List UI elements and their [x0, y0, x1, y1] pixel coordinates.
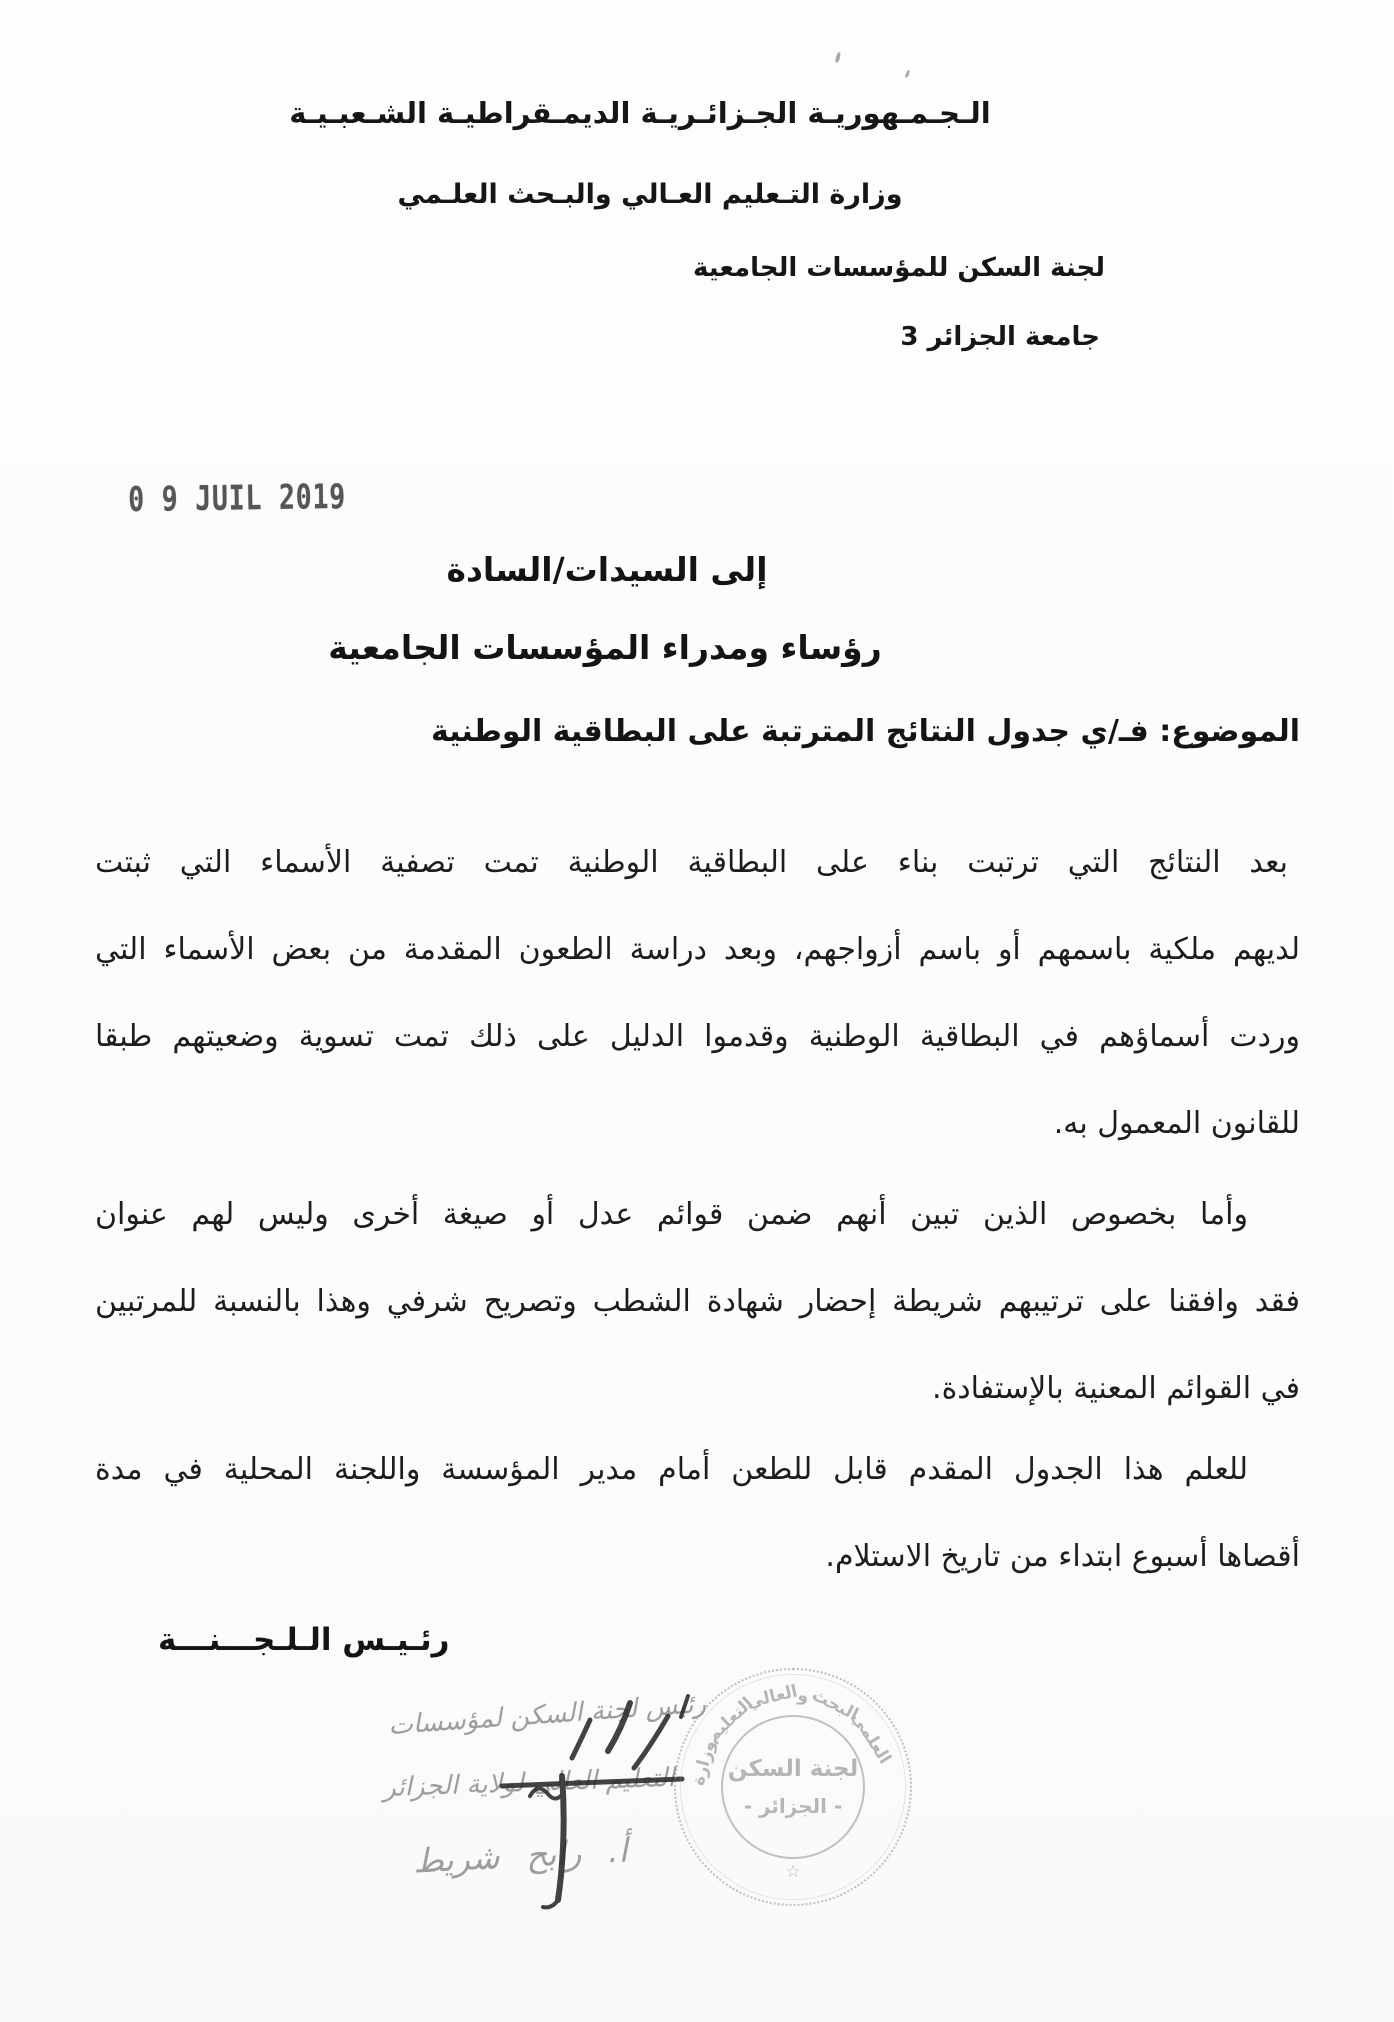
stamp-ring-word: التعليم	[702, 1693, 758, 1747]
stamp-inner-ring	[721, 1715, 865, 1859]
paragraph-line: أقصاها أسبوع ابتداء من تاريخ الاستلام.	[825, 1539, 1300, 1574]
stamp-ring-word: البحث	[808, 1684, 862, 1726]
body-paragraph-1	[95, 819, 1300, 1167]
paragraph-line: للعلم هذا الجدول المقدم قابل للطعن أمام مدير المؤسسة واللجنة المحلية في مدة	[95, 1452, 1248, 1487]
recipient-addressees: رؤساء ومدراء المؤسسات الجامعية	[328, 628, 882, 667]
header-republic-line: الـجـمـهوريـة الجـزائـريـة الديمـقراطيـة الشـعبـيـة	[289, 96, 991, 130]
handwritten-signer-name: أ. رابح شريط	[412, 1830, 629, 1881]
body-paragraph-2	[95, 1171, 1300, 1432]
stamp-ring-word: العالي	[744, 1681, 800, 1713]
paragraph-line: وردت أسماؤهم في البطاقية الوطنية وقدموا الدليل على ذلك تمت تسوية وضعيتهم طبقا	[95, 1019, 1300, 1054]
header-ministry-line: وزارة التـعليم العـالي والبـحث العلـمي	[397, 179, 903, 210]
stamp-center-line-1: لجنة السكن	[727, 1756, 859, 1782]
recipient-salutation: إلى السيدات/السادة	[446, 550, 768, 589]
stamp-ring-word: العلمي	[847, 1708, 895, 1768]
scan-speck	[905, 70, 911, 79]
received-date-stamp: 0 9 JUIL 2019	[128, 476, 347, 520]
subject-line: الموضوع: فـ/ي جدول النتائج المترتبة على البطاقية الوطنية	[430, 714, 1300, 749]
stamp-center-line-2: - الجزائر -	[743, 1794, 843, 1818]
paragraph-line: في القوائم المعنية بالإستفادة.	[932, 1371, 1300, 1406]
paragraph-line: بعد النتائج التي ترتبت بناء على البطاقية الوطنية تمت تصفية الأسماء التي ثبتت	[95, 845, 1288, 880]
paragraph-line: للقانون المعمول به.	[1053, 1106, 1300, 1141]
stamp-star-icon: ☆	[785, 1862, 801, 1882]
paragraph-line: فقد وافقنا على ترتيبهم شريطة إحضار شهادة الشطب وتصريح شرفي وهذا بالنسبة للمرتبين	[95, 1284, 1300, 1319]
header-university-line: جامعة الجزائر 3	[900, 322, 1100, 352]
paragraph-line: لديهم ملكية باسمهم أو باسم أزواجهم، وبعد دراسة الطعون المقدمة من بعض الأسماء التي	[95, 932, 1300, 967]
paragraph-line: وأما بخصوص الذين تبين أنهم ضمن قوائم عدل أو صيغة أخرى وليس لهم عنوان	[95, 1197, 1248, 1232]
handwritten-role-line-2: التعليم العالي لولاية الجزائر	[382, 1762, 676, 1804]
body-paragraph-3	[95, 1426, 1300, 1600]
handwritten-role-line-1: رئيس لجنة السكن لمؤسسات	[387, 1688, 707, 1742]
scan-speck	[834, 52, 841, 64]
official-round-stamp	[668, 1662, 918, 1912]
signature-title: رئـيـس الـلـجـــنـــة	[158, 1622, 450, 1658]
header-committee-line: لجنة السكن للمؤسسات الجامعية	[692, 253, 1105, 283]
stamp-ring-word: و	[796, 1685, 810, 1707]
stamp-ring-word: وزارة	[688, 1738, 720, 1788]
